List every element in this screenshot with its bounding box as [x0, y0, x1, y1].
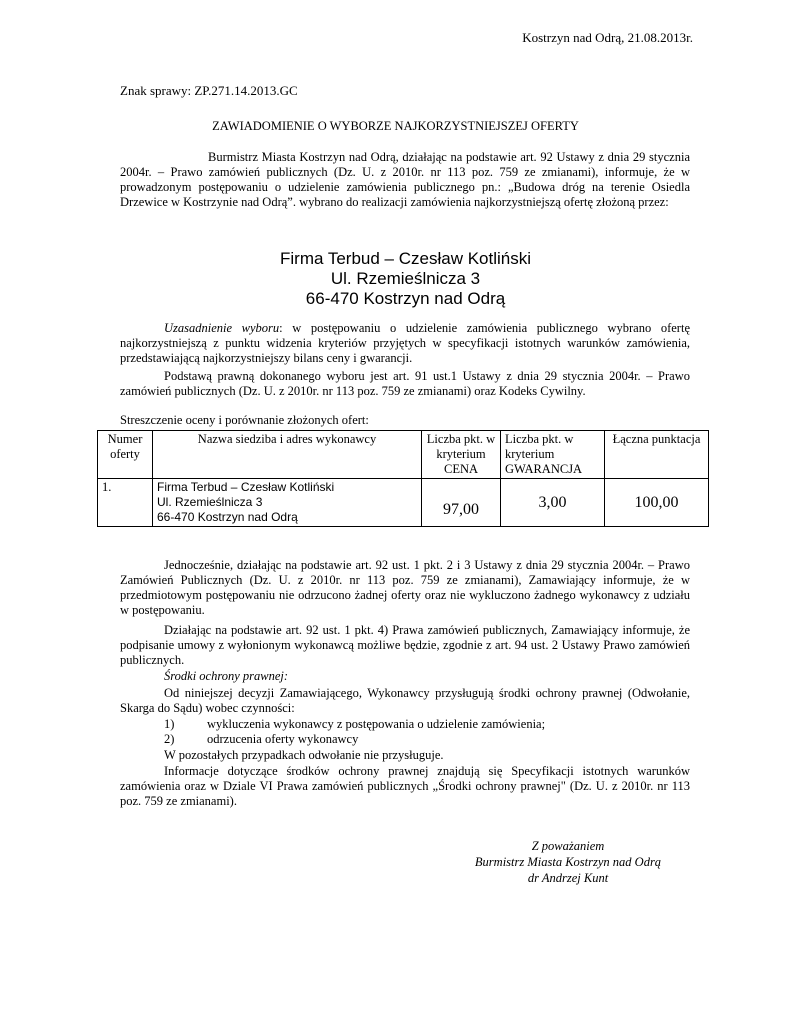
cell-total: 100,00 — [605, 479, 709, 527]
summary-label: Streszczenie oceny i porównanie złożonych ofert: — [120, 413, 369, 427]
header-warranty: Liczba pkt. w kryterium GWARANCJA — [501, 431, 605, 479]
cell-warranty: 3,00 — [501, 479, 605, 527]
offers-table — [97, 430, 709, 527]
list-item-1-number: 1) — [164, 717, 175, 731]
table-row — [98, 479, 709, 527]
list-item-1: wykluczenia wykonawcy z postępowania o udzielenie zamówienia; — [207, 717, 546, 731]
list-item-2: odrzucenia oferty wykonawcy — [207, 732, 359, 746]
table-header-row — [98, 431, 709, 479]
list-item-2-number: 2) — [164, 732, 175, 746]
paragraph-info: Informacje dotyczące środków ochrony prawnej znajdują się Specyfikacji istotnych warunków zamówienia oraz w Dziale VI Prawa zamówień publicznych „Środki ochrony prawnej" (Dz. U. z 2010r. nr 113 poz. 759 ze zmianami). — [120, 764, 690, 808]
paragraph-other-cases: W pozostałych przypadkach odwołanie nie przysługuje. — [164, 748, 444, 762]
remedies-heading: Środki ochrony prawnej: — [164, 669, 289, 683]
cell-price: 97,00 — [422, 479, 501, 527]
paragraph-remedies: Od niniejszej decyzji Zamawiającego, Wykonawcy przysługują środki ochrony prawnej (Odwołanie, Skarga do Sądu) wobec czynności: — [120, 686, 690, 715]
intro-paragraph: Burmistrz Miasta Kostrzyn nad Odrą, działając na podstawie art. 92 Ustawy z dnia 29 stycznia 2004r. – Prawo zamówień publicznych (Dz. U. z 2010r. nr 113 poz. 759 ze zmianami), informuje, że w prowadzonym postępowaniu o udzielenie zamówienia publicznego pn.: „Budowa dróg na terenie Osiedla Drzewice w Kostrzynie nad Odrą”. wybrano do realizacji zamówienia najkorzystniejszą ofertę złożoną przez: — [120, 150, 690, 209]
signature-name: dr Andrzej Kunt — [527, 871, 609, 885]
signature-greeting: Z poważaniem — [531, 839, 605, 853]
cell-name-line1: Firma Terbud – Czesław Kotliński — [157, 480, 335, 494]
header-price: Liczba pkt. w kryterium CENA — [422, 431, 501, 479]
header-total: Łączna punktacja — [605, 431, 709, 479]
justification-label: Uzasadnienie wyboru — [164, 321, 280, 335]
paragraph-contract-signing: Działając na podstawie art. 92 ust. 1 pkt. 4) Prawa zamówień publicznych, Zamawiający informuje, że podpisanie umowy z wyłonionym wykonawcą możliwe będzie, zgodnie z art. 94 ust. 2 Ustawy Prawo zamówień publicznych. — [120, 623, 690, 667]
cell-number: 1. — [98, 479, 153, 527]
paragraph-no-exclusions: Jednocześnie, działając na podstawie art. 92 ust. 1 pkt. 2 i 3 Ustawy z dnia 29 stycznia 2004r. – Prawo Zamówień Publicznych (Dz. U. z 2010r. nr 113 poz. 759 ze zmianami), Zamawiający informuje, że w przedmiotowym postępowaniu nie odrzucono żadnej oferty oraz nie wykluczono żadnego wykonawcy z udziału w postępowaniu. — [120, 558, 690, 617]
winner-street: Ul. Rzemieślnicza 3 — [330, 269, 481, 288]
cell-name — [153, 479, 422, 527]
cell-name-line2: Ul. Rzemieślnicza 3 — [157, 495, 263, 509]
justification-paragraph — [120, 321, 690, 366]
case-reference: Znak sprawy: ZP.271.14.2013.GC — [120, 83, 298, 98]
justification-text: : w postępowaniu o udzielenie zamówienia publicznego wybrano ofertę najkorzystniejszą z punktu widzenia kryteriów przyjętych w specyfikacji istotnych warunków zamówienia, przedstawiającą najkorzystniejszy bilans ceny i gwarancji. — [120, 321, 690, 365]
cell-name-line3: 66-470 Kostrzyn nad Odrą — [157, 510, 298, 524]
header-name: Nazwa siedziba i adres wykonawcy — [153, 431, 422, 479]
signature-title: Burmistrz Miasta Kostrzyn nad Odrą — [474, 855, 662, 869]
place-date: Kostrzyn nad Odrą, 21.08.2013r. — [522, 30, 693, 45]
legal-basis-paragraph: Podstawą prawną dokonanego wyboru jest art. 91 ust.1 Ustawy z dnia 29 stycznia 2004r. – Prawo zamówień publicznych (Dz. U. z 2010r. nr 113 poz. 759 ze zmianami) oraz Kodeks Cywilny. — [120, 369, 690, 398]
header-number: Numer oferty — [98, 431, 153, 479]
remedies-heading-text: Środki ochrony prawnej — [164, 669, 284, 683]
document-title: ZAWIADOMIENIE O WYBORZE NAJKORZYSTNIEJSZEJ OFERTY — [212, 119, 579, 133]
winner-name: Firma Terbud – Czesław Kotliński — [280, 249, 531, 268]
winner-city: 66-470 Kostrzyn nad Odrą — [305, 289, 506, 308]
